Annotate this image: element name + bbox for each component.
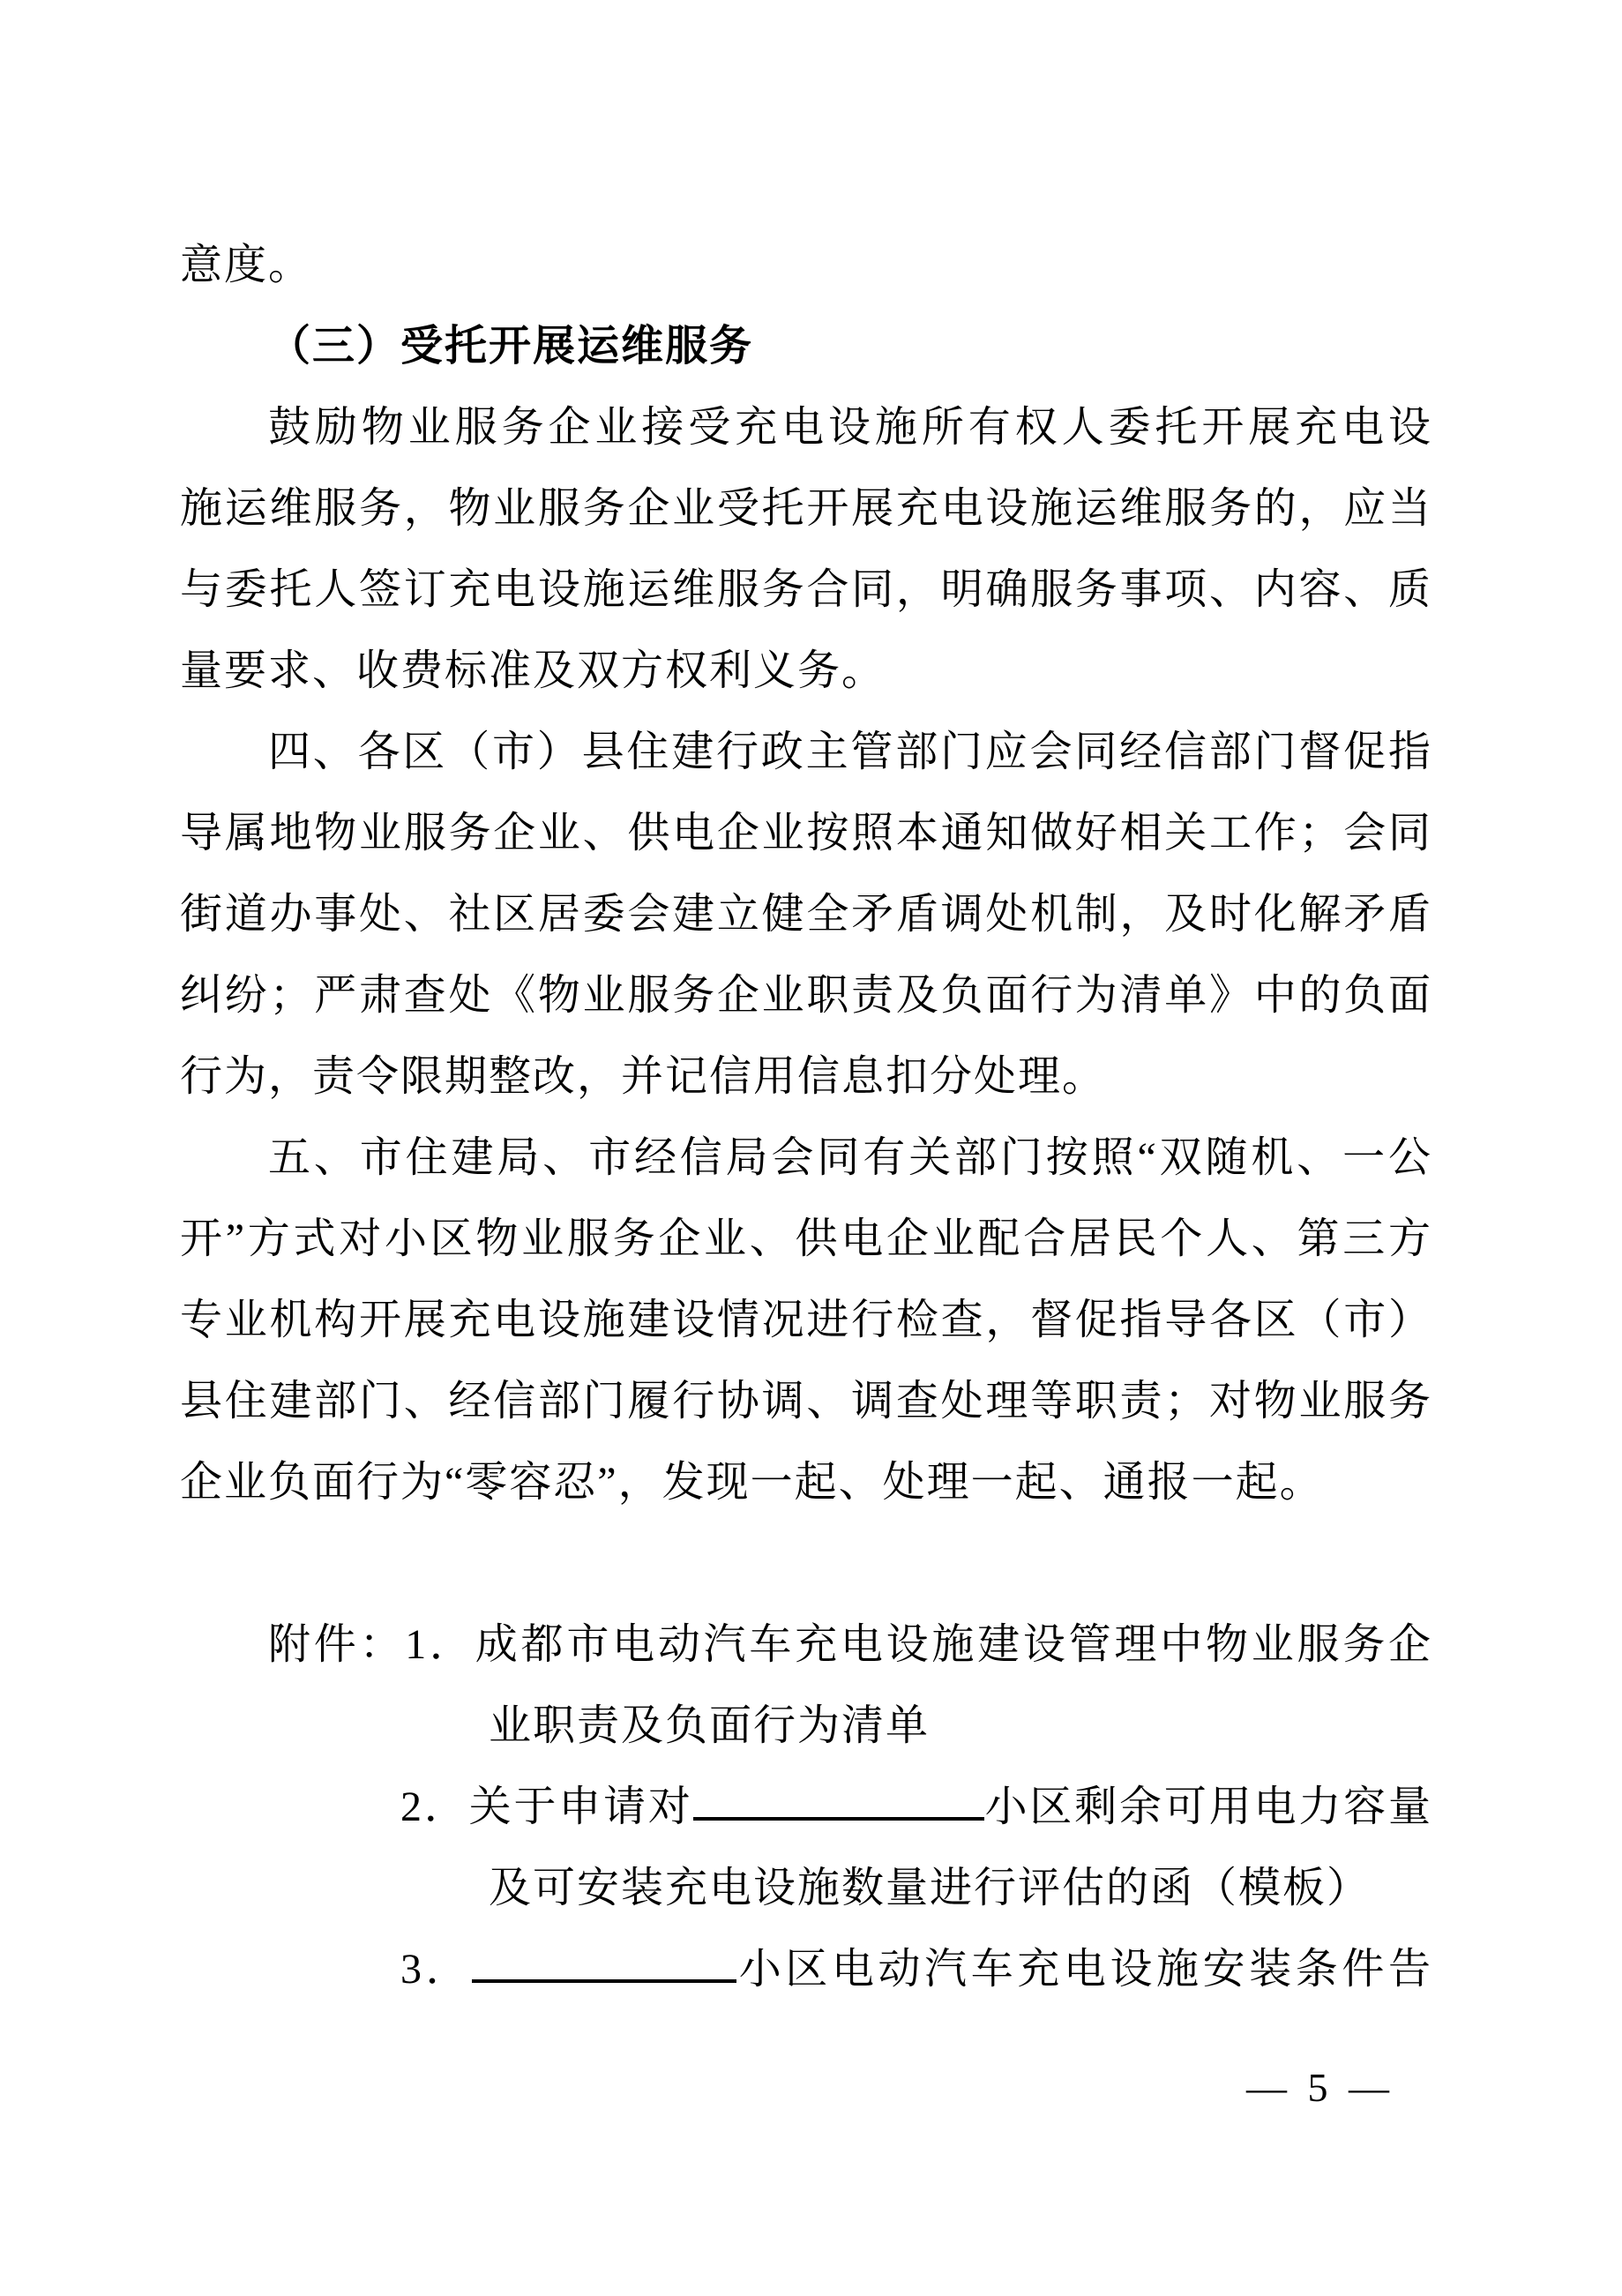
fill-in-blank-underline <box>693 1784 984 1821</box>
text-line: 专业机构开展充电设施建设情况进行检查，督促指导各区（市） <box>180 1297 1432 1343</box>
text-line: 施运维服务，物业服务企业受托开展充电设施运维服务的，应当 <box>180 485 1432 532</box>
text-line: 意度。 <box>180 242 313 288</box>
text-line <box>180 1929 1432 2010</box>
text-line: 企业负面行为“零容忍”，发现一起、处理一起、通报一起。 <box>180 1459 1324 1506</box>
text-line: 鼓励物业服务企业接受充电设施所有权人委托开展充电设 <box>268 404 1432 451</box>
section-heading: （三）受托开展运维服务 <box>268 323 754 370</box>
text-line: 量要求、收费标准及双方权利义务。 <box>180 647 886 694</box>
text-segment: 2．关于申请对 <box>400 1784 693 1830</box>
text-line: 街道办事处、社区居委会建立健全矛盾调处机制，及时化解矛盾 <box>180 891 1432 938</box>
text-segment: 小区电动汽车充电设施安装条件告 <box>736 1946 1432 1993</box>
text-line <box>180 1767 1432 1848</box>
page-number: — 5 — <box>1246 2065 1394 2110</box>
document-body <box>180 225 1432 2010</box>
text-line: 四、各区（市）县住建行政主管部门应会同经信部门督促指 <box>268 729 1432 775</box>
text-line: 纠纷；严肃查处《物业服务企业职责及负面行为清单》中的负面 <box>180 972 1432 1019</box>
text-segment: 3． <box>400 1946 473 1993</box>
text-line: 与委托人签订充电设施运维服务合同，明确服务事项、内容、质 <box>180 566 1432 613</box>
text-line: 导属地物业服务企业、供电企业按照本通知做好相关工作；会同 <box>180 810 1432 856</box>
text-line: 五、市住建局、市经信局会同有关部门按照“双随机、一公 <box>268 1134 1432 1181</box>
blank-line <box>180 1523 1432 1604</box>
text-line: 及可安装充电设施数量进行评估的函（模板） <box>489 1865 1372 1911</box>
text-segment: 小区剩余可用电力容量 <box>983 1784 1432 1830</box>
text-line: 县住建部门、经信部门履行协调、调查处理等职责；对物业服务 <box>180 1378 1432 1425</box>
fill-in-blank-underline <box>472 1947 736 1983</box>
text-line: 业职责及负面行为清单 <box>489 1702 931 1749</box>
text-line: 行为，责令限期整改，并记信用信息扣分处理。 <box>180 1053 1107 1100</box>
text-line: 开”方式对小区物业服务企业、供电企业配合居民个人、第三方 <box>180 1215 1432 1262</box>
text-line: 附件：1．成都市电动汽车充电设施建设管理中物业服务企 <box>268 1621 1432 1668</box>
